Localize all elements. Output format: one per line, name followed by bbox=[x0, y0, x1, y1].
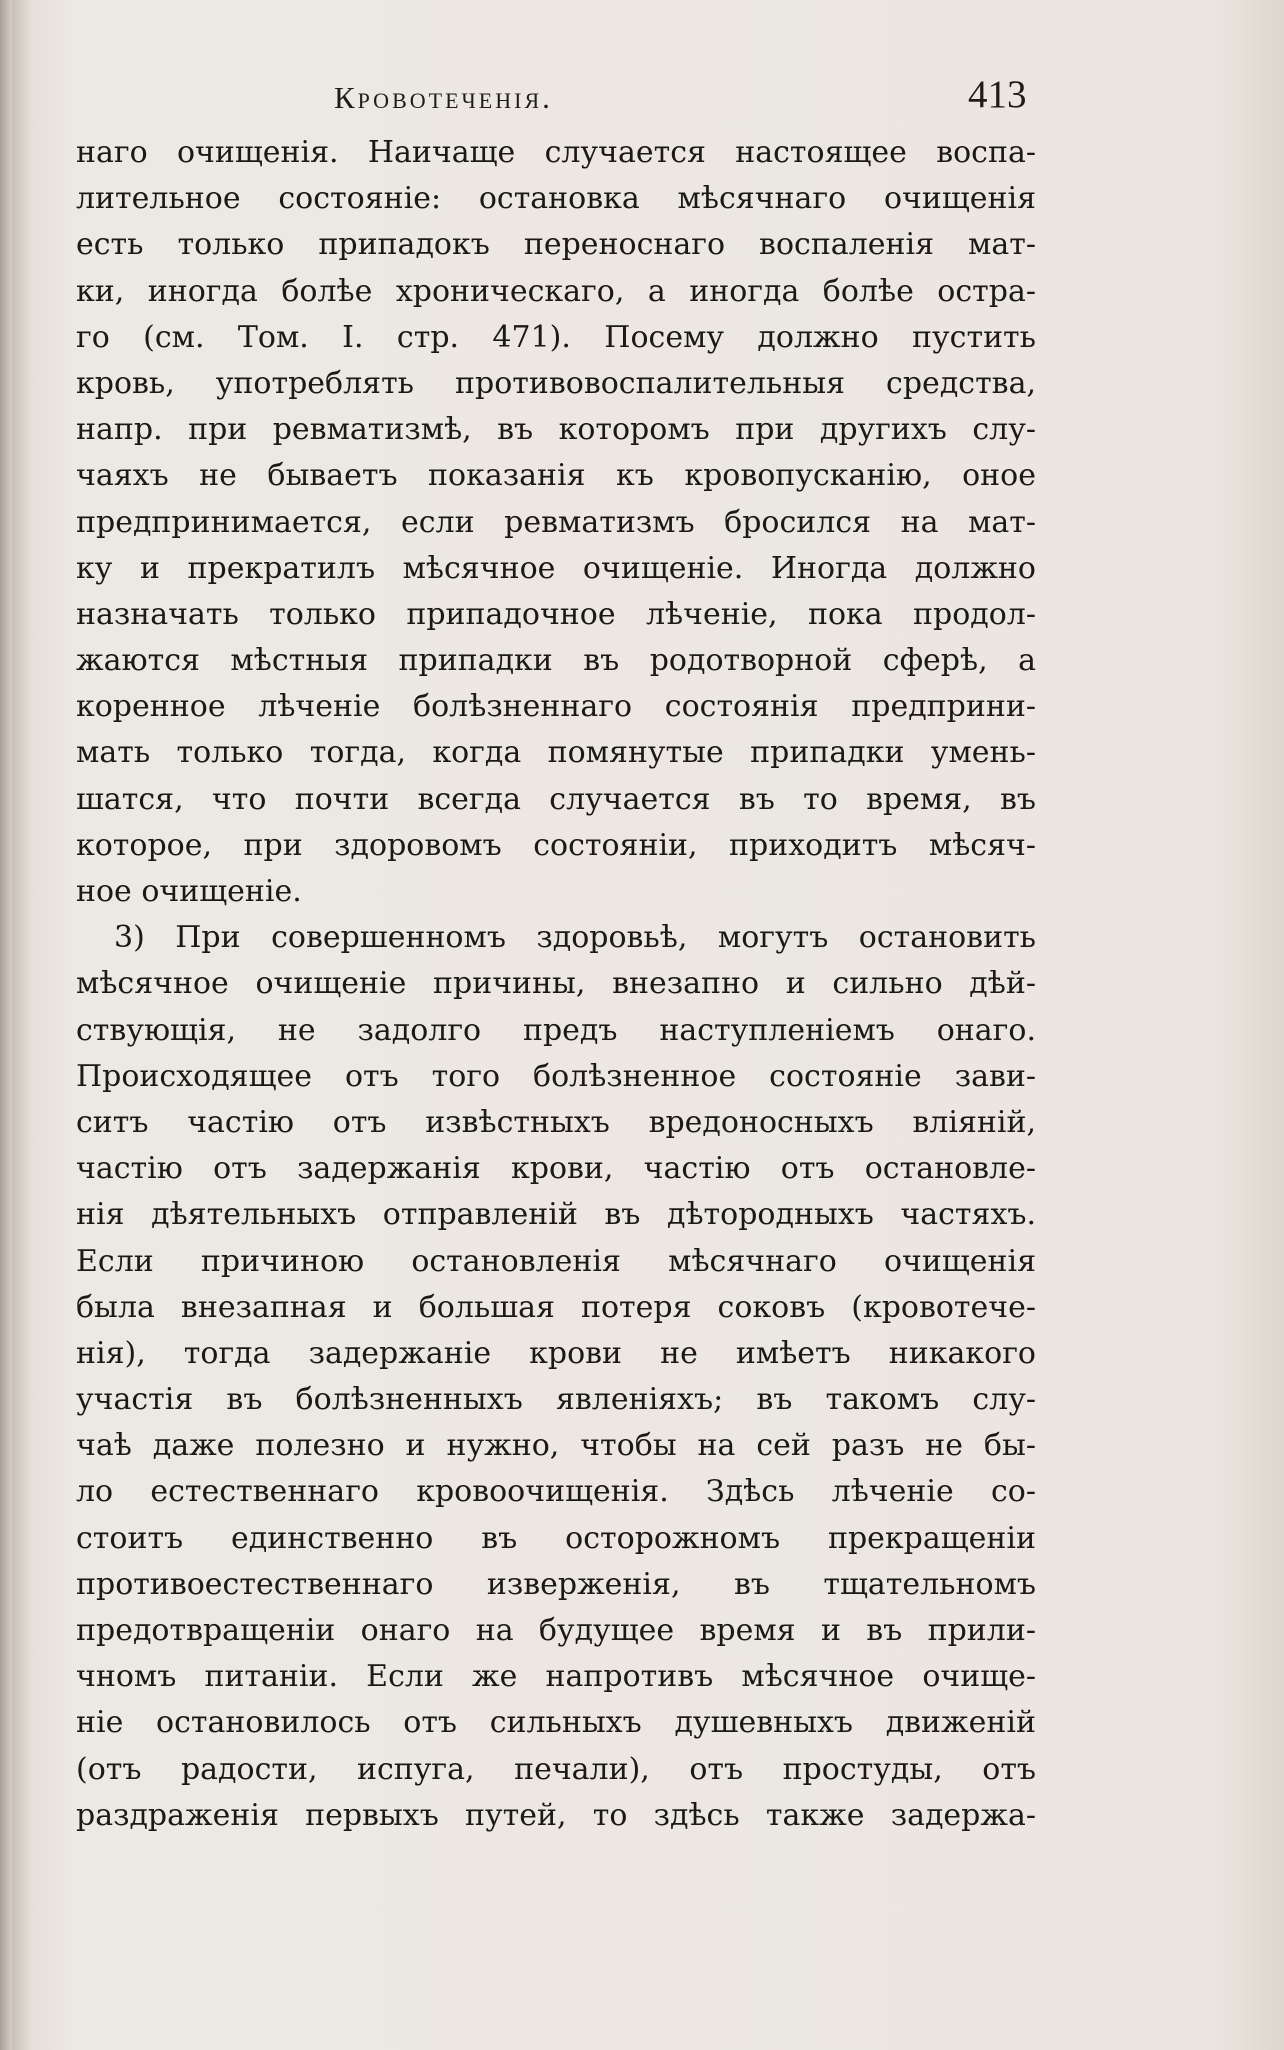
page-binding-edge bbox=[0, 0, 12, 2050]
text-line: чаѣ даже полезно и нужно, чтобы на сей разъ не бы- bbox=[76, 1428, 1036, 1464]
text-line: шатся, что почти всегда случается въ то время, въ bbox=[76, 781, 1036, 817]
text-line: назначать только припадочное лѣченіе, пока продол- bbox=[76, 596, 1036, 632]
text-line: частію отъ задержанія крови, частію отъ остановле- bbox=[76, 1151, 1036, 1187]
text-line: Если причиною остановленія мѣсячнаго очищенія bbox=[76, 1243, 1036, 1279]
text-line: участія въ болѣзненныхъ явленіяхъ; въ такомъ слу- bbox=[76, 1382, 1036, 1418]
text-line: предпринимается, если ревматизмъ бросился на мат- bbox=[76, 504, 1036, 540]
text-line: предотвращеніи онаго на будущее время и въ прили- bbox=[76, 1613, 1036, 1648]
text-line: (отъ радости, испуга, печали), отъ простуды, отъ bbox=[76, 1751, 1036, 1787]
text-line: кровь, употреблять противовоспалительныя средства, bbox=[76, 365, 1036, 401]
text-line: раздраженія первыхъ путей, то здѣсь также задержа- bbox=[76, 1797, 1036, 1833]
text-line: была внезапная и большая потеря соковъ (кровотече- bbox=[76, 1289, 1036, 1325]
text-line: напр. при ревматизмѣ, въ которомъ при другихъ слу- bbox=[76, 412, 1036, 448]
text-line: коренное лѣченіе болѣзненнаго состоянія предприни- bbox=[76, 689, 1036, 725]
text-line: чномъ питаніи. Если же напротивъ мѣсячное очище- bbox=[76, 1659, 1036, 1695]
text-line: нія дѣятельныхъ отправленій въ дѣтородныхъ частяхъ. bbox=[76, 1197, 1036, 1233]
text-line: стоитъ единственно въ осторожномъ прекращеніи bbox=[76, 1520, 1036, 1556]
text-line: наго очищенія. Наичаще случается настоящее воспа- bbox=[76, 135, 1036, 170]
text-line: лительное состояніе: остановка мѣсячнаго очищенія bbox=[76, 181, 1036, 217]
body-text bbox=[76, 130, 1036, 1839]
paragraph-2 bbox=[76, 915, 1036, 1839]
text-line: го (см. Том. I. стр. 471). Посему должно пустить bbox=[76, 319, 1036, 355]
paragraph-1 bbox=[76, 130, 1036, 915]
text-line: ситъ частію отъ извѣстныхъ вредоносныхъ вліяній, bbox=[76, 1104, 1036, 1140]
text-line: нія), тогда задержаніе крови не имѣетъ никакого bbox=[76, 1335, 1036, 1371]
text-line: мать только тогда, когда помянутые припадки умень- bbox=[76, 735, 1036, 771]
text-line: жаются мѣстныя припадки въ родотворной сферѣ, а bbox=[76, 643, 1036, 679]
text-line: мѣсячное очищеніе причины, внезапно и сильно дѣй- bbox=[76, 966, 1036, 1002]
text-line: 3) При совершенномъ здоровьѣ, могутъ остановить bbox=[114, 920, 1036, 956]
text-line: противоестественнаго изверженія, въ тщательномъ bbox=[76, 1566, 1036, 1602]
text-line: чаяхъ не бываетъ показанія къ кровопусканію, оное bbox=[76, 458, 1036, 494]
running-head-title: Кровотеченія. bbox=[334, 80, 553, 115]
text-line: есть только припадокъ переноснаго воспаленія мат- bbox=[76, 227, 1036, 263]
text-line: которое, при здоровомъ состояніи, приходитъ мѣсяч- bbox=[76, 827, 1036, 863]
page-fold-shadow bbox=[12, 0, 32, 2050]
text-line: ки, иногда болѣе хроническаго, а иногда болѣе остра- bbox=[76, 273, 1036, 309]
text-line: ное очищеніе. bbox=[76, 874, 302, 909]
text-line: ніе остановилось отъ сильныхъ душевныхъ движеній bbox=[76, 1705, 1036, 1741]
text-line: Происходящее отъ того болѣзненное состояніе зави- bbox=[76, 1058, 1036, 1094]
text-line: ло естественнаго кровоочищенія. Здѣсь лѣченіе со- bbox=[76, 1474, 1036, 1510]
running-head bbox=[0, 72, 1284, 120]
text-line: ку и прекратилъ мѣсячное очищеніе. Иногда должно bbox=[76, 550, 1036, 586]
text-line: ствующія, не задолго предъ наступленіемъ онаго. bbox=[76, 1012, 1036, 1048]
page-number: 413 bbox=[968, 73, 1027, 116]
